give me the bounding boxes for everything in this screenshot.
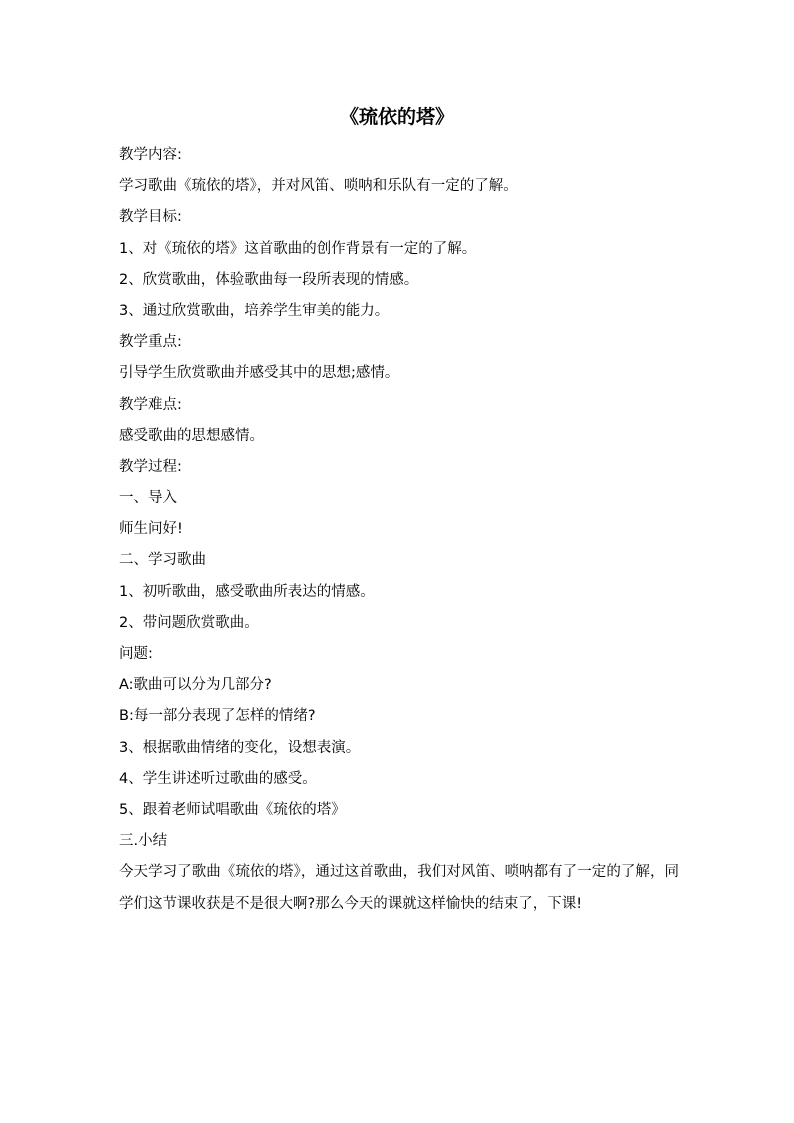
learn-item-4: 4、学生讲述听过歌曲的感受。 bbox=[119, 770, 317, 787]
process-step-summary: 三.小结 bbox=[119, 833, 168, 850]
document-body bbox=[119, 140, 679, 920]
key-points-text: 引导学生欣赏歌曲并感受其中的思想;感情。 bbox=[119, 365, 400, 382]
objective-item-3: 3、通过欣赏歌曲，培养学生审美的能力。 bbox=[119, 302, 390, 319]
section-heading-objectives: 教学目标: bbox=[119, 209, 182, 226]
question-b: B:每一部分表现了怎样的情绪? bbox=[119, 708, 316, 725]
questions-label: 问题: bbox=[119, 646, 153, 662]
question-a: A:歌曲可以分为几部分? bbox=[119, 677, 272, 694]
section-heading-process: 教学过程: bbox=[119, 458, 182, 475]
content-text: 学习歌曲《琉依的塔》，并对风笛、唢呐和乐队有一定的了解。 bbox=[119, 178, 518, 195]
objective-item-1: 1、对《琉依的塔》这首歌曲的创作背景有一定的了解。 bbox=[119, 240, 477, 257]
learn-item-1: 1、初听歌曲，感受歌曲所表达的情感。 bbox=[119, 583, 375, 600]
process-text-greeting: 师生问好! bbox=[119, 521, 183, 538]
learn-item-2: 2、带问题欣赏歌曲。 bbox=[119, 614, 259, 631]
learn-item-5: 5、跟着老师试唱歌曲《琉依的塔》 bbox=[119, 801, 346, 818]
difficulties-text: 感受歌曲的思想感情。 bbox=[119, 427, 264, 444]
learn-item-3: 3、根据歌曲情绪的变化，设想表演。 bbox=[119, 739, 361, 756]
document-title: 《琉依的塔》 bbox=[339, 106, 454, 128]
section-heading-key-points: 教学重点: bbox=[119, 334, 182, 351]
summary-paragraph: 今天学习了歌曲《琉依的塔》，通过这首歌曲，我们对风笛、唢呐都有了一定的了解，同学们这节课收获是不是很大啊?那么今天的课就这样愉快的结束了，下课! bbox=[119, 864, 679, 912]
section-heading-content: 教学内容: bbox=[119, 147, 182, 163]
process-step-intro: 一、导入 bbox=[119, 490, 177, 507]
process-step-learn: 二、学习歌曲 bbox=[119, 552, 206, 569]
objective-item-2: 2、欣赏歌曲，体验歌曲每一段所表现的情感。 bbox=[119, 271, 419, 288]
section-heading-difficulties: 教学难点: bbox=[119, 396, 182, 413]
